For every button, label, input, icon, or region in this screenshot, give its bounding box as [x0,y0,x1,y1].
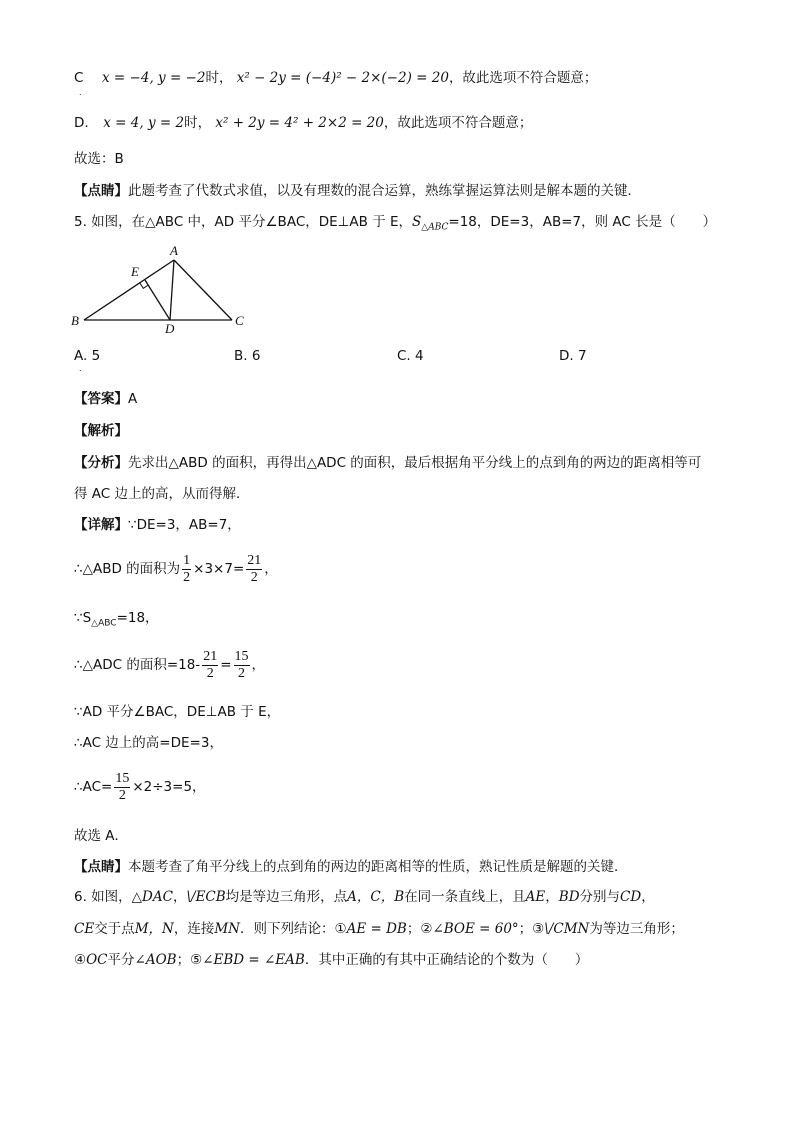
q5-fenxi-line1 [74,454,701,472]
q6-math: ∠AOB [134,952,177,968]
q5-detail-text1: ∵DE=3，AB=7， [128,517,241,533]
frac-num: 21 [203,648,218,664]
q6-math: ∠BOE = 60° [432,921,519,937]
q5-step3-pre: ∵S [74,610,92,626]
q6-text: ；③ [518,921,545,937]
fraction-1-2 [182,553,191,586]
q6-text: ， [641,889,655,905]
prev-comment-tag: 【点睛】 [74,183,128,199]
stray-dot: . [79,88,82,97]
q6-math: \/ECB [186,889,226,905]
q6-math: BD [558,889,580,905]
option-d-condition: x = 4, y = 2 [103,115,185,131]
q6-math: AE [525,889,546,905]
q6-math: \/CMN [544,921,590,937]
side-ac [174,260,232,320]
q6-text: ．其中正确的有其中正确结论的个数为（ ） [304,952,589,968]
q5-step3-post: =18， [116,610,159,626]
q5-step4-post: ， [251,657,265,673]
q6-math: CD [620,889,642,905]
q6-text: ，连接 [173,921,215,937]
prev-comment-text: 此题考查了代数式求值，以及有理数的混合运算，熟练掌握运算法则是解本题的关键． [128,183,641,199]
q6-math: AE = DB [346,921,407,937]
frac-den: 2 [238,665,245,681]
option-d-tail: ，故此选项不符合题意； [383,115,533,131]
q5-step2 [74,552,278,586]
q6-text: 均是等边三角形，点 [225,889,348,905]
q6-text: 在同一条直线上，且 [404,889,526,905]
q6-text: 分别与 [579,889,621,905]
q6-text: ， [545,889,559,905]
frac-den: 2 [118,787,126,803]
segment-ad [170,260,174,320]
frac-num: 15 [234,648,249,664]
label-c: C [235,313,244,328]
q6-text: ④ [74,952,87,968]
q5-step3-sub: △ABC [91,618,117,629]
q6-math: MN [214,921,240,937]
q5-option-d: D. 7 [559,348,587,364]
q5-option-c: C. 4 [397,348,424,364]
q5-comment-text: 本题考查了角平分线上的点到角的两边的距离相等的性质，熟记性质是解题的关键． [128,859,628,875]
q5-step5: ∵AD 平分∠BAC，DE⊥AB 于 E， [74,704,281,720]
option-c-label: C [74,70,84,86]
q6-text: 交于点 [94,921,135,937]
label-a: A [170,244,178,258]
prev-comment-line [74,182,641,200]
q5-choice: 故选 A． [74,828,129,844]
label-d: D [165,321,175,336]
q5-stem-s: S [412,214,422,230]
side-ab [84,260,174,320]
q5-stem-pre: 5. 如图，在△ABC 中，AD 平分∠BAC，DE⊥AB 于 E， [74,214,413,230]
q5-stem-post: =18，DE=3，AB=7，则 AC 长是（ ） [448,214,717,230]
q5-detail-line1 [74,516,241,534]
q5-comment-line [74,858,628,876]
q5-step6: ∴AC 边上的高=DE=3， [74,735,223,751]
prev-choice: 故选：B [74,151,124,167]
frac-den: 2 [250,569,258,585]
q5-analysis-tag: 【解析】 [74,423,128,439]
frac-num: 21 [247,552,262,568]
q5-stem-sub: △ABC [421,222,449,233]
q5-stem [74,213,716,237]
option-d-line [74,114,532,132]
q6-math: CE [74,921,95,937]
q6-line3 [74,951,588,969]
q5-step4 [74,648,265,682]
q5-step7-post: ×2÷3=5， [132,779,206,795]
frac-den: 2 [206,665,214,681]
frac-num: 1 [183,552,191,568]
q5-step4-pre: ∴△ADC 的面积=18- [74,657,201,673]
option-d-when: 时， [184,115,212,131]
q6-math: M，N [134,921,174,937]
q5-step2-post: ， [264,561,278,577]
fraction-15-2 [234,649,250,682]
q6-line1 [74,888,655,906]
q5-option-b: B. 6 [234,348,261,364]
label-b: B [71,313,79,328]
q5-fenxi-text1: 先求出△ABD 的面积，再得出△ADC 的面积，最后根据角平分线上的点到角的两边的距离相等可 [128,455,702,471]
triangle-figure [62,244,262,344]
q6-text: ；② [406,921,433,937]
q6-text: ．则下列结论：① [239,921,347,937]
option-c-tail: ，故此选项不符合题意； [448,70,598,86]
option-d-label: D. [74,115,89,131]
fraction-15-2 [114,771,130,804]
q5-answer: A [128,391,138,407]
q6-text: ；⑤ [176,952,203,968]
q5-answer-line [74,390,137,408]
q5-fenxi-tag: 【分析】 [74,455,128,471]
q6-math: OC [86,952,108,968]
q6-text: ， [172,889,187,905]
option-d-expression: x² + 2y = 4² + 2×2 = 20 [215,115,384,131]
q5-answer-tag: 【答案】 [74,391,128,407]
q6-math: △DAC [131,889,173,905]
q6-math: ∠EBD = ∠EAB [202,952,305,968]
frac-num: 15 [115,770,130,786]
q5-step4-mid: = [220,657,232,673]
segment-de [145,280,170,320]
frac-den: 2 [183,569,191,585]
q5-fenxi-line2: 得 AC 边上的高，从而得解． [74,486,250,502]
option-c-line [74,69,597,87]
q6-math: A，C，B [347,889,405,905]
option-c-expression: x² − 2y = (−4)² − 2×(−2) = 20 [236,70,449,86]
option-c-condition: x = −4, y = −2 [102,70,206,86]
stray-dot: . [79,364,82,373]
q5-step7-pre: ∴AC= [74,779,113,795]
q6-line2 [74,920,684,938]
q5-comment-tag: 【点睛】 [74,859,128,875]
option-c-when: 时， [205,70,233,86]
q5-step3 [74,609,159,633]
q5-step2-mid: ×3×7= [193,561,245,577]
q6-text: 6. 如图， [74,889,132,905]
fraction-21-2 [246,553,262,586]
label-e: E [131,264,139,279]
q6-text: 平分 [107,952,135,968]
fraction-21-2 [202,649,218,682]
q5-step2-pre: ∴△ABD 的面积为 [74,561,181,577]
q5-option-a: A. 5 [74,348,101,364]
q5-detail-tag: 【详解】 [74,517,128,533]
q5-step7 [74,770,206,804]
q6-text: 为等边三角形； [589,921,684,937]
